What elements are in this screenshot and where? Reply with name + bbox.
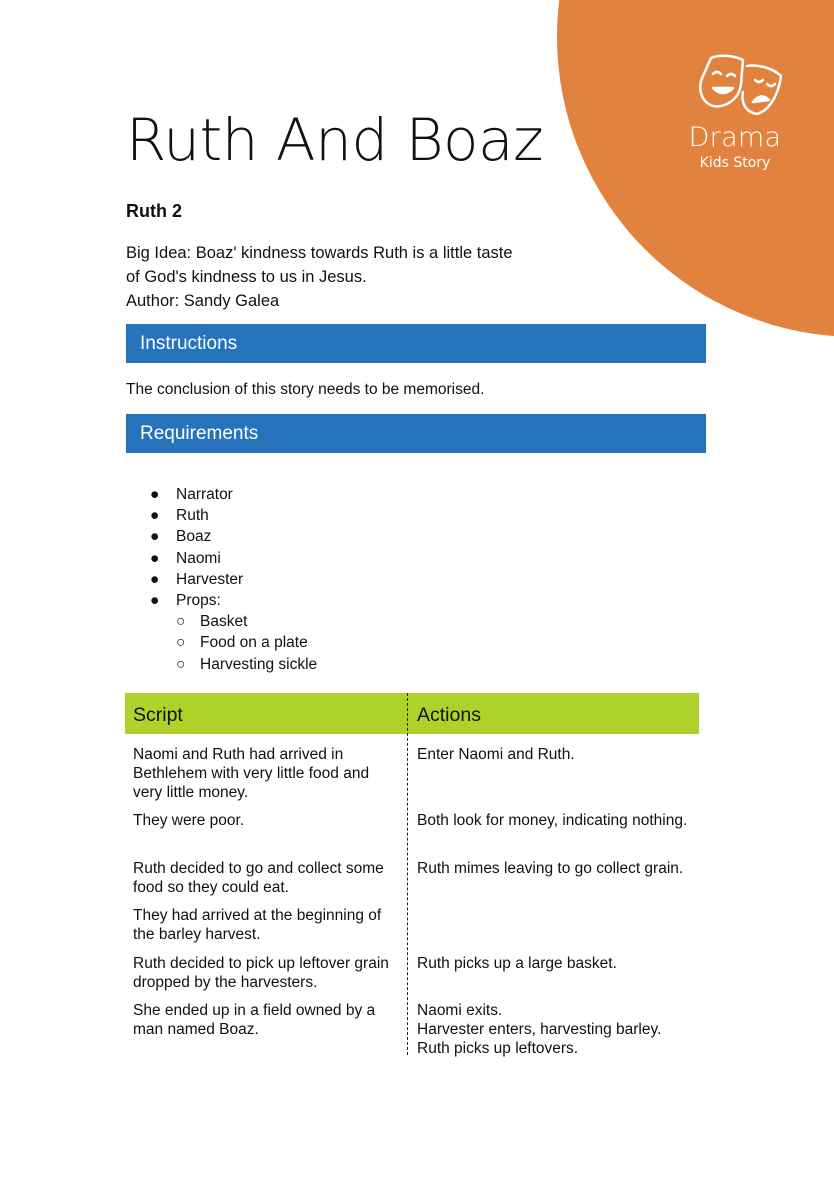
action-line: Ruth picks up leftovers. [417, 1040, 579, 1057]
action-cell [417, 1001, 697, 1058]
header-actions: Actions [417, 704, 481, 726]
badge-subtitle: Kids Story [699, 155, 771, 171]
script-cell: Naomi and Ruth had arrived in Bethlehem with very little food and very little money. [133, 746, 370, 801]
action-cell: Both look for money, indicating nothing. [417, 812, 688, 829]
list-item: ○ Basket [176, 611, 317, 632]
bullet-icon: ● [150, 570, 160, 588]
sub-bullet-icon: ○ [176, 634, 186, 652]
list-item: ● Narrator [150, 484, 317, 505]
bullet-icon: ● [150, 591, 160, 609]
drama-masks-icon [683, 52, 787, 118]
list-item-props: ● Props: [150, 590, 317, 611]
instructions-text: The conclusion of this story needs to be memorised. [126, 381, 485, 398]
bullet-icon: ● [150, 507, 160, 525]
script-cell: They had arrived at the beginning of the barley harvest. [133, 907, 382, 943]
action-cell: Enter Naomi and Ruth. [417, 746, 575, 763]
script-cell: She ended up in a field owned by a man named Boaz. [133, 1002, 376, 1038]
header-script: Script [133, 704, 183, 726]
requirements-list [150, 484, 317, 675]
script-cell: Ruth decided to pick up leftover grain dropped by the harvesters. [133, 955, 389, 991]
script-cell: They were poor. [133, 812, 245, 829]
column-divider [407, 693, 408, 1055]
action-line: Harvester enters, harvesting barley. [417, 1021, 662, 1038]
badge-title: Drama [688, 122, 782, 153]
intro-block [126, 241, 513, 313]
list-item: ○ Harvesting sickle [176, 654, 317, 675]
instructions-heading: Instructions [126, 324, 706, 363]
sub-bullet-icon: ○ [176, 613, 186, 631]
scripture-reference: Ruth 2 [126, 201, 182, 221]
requirements-heading: Requirements [126, 414, 706, 453]
list-item: ○ Food on a plate [176, 632, 317, 653]
props-container [150, 611, 317, 675]
action-cell: Ruth mimes leaving to go collect grain. [417, 860, 684, 877]
author-line: Author: Sandy Galea [126, 292, 280, 310]
big-idea-line-1: Big Idea: Boaz' kindness towards Ruth is a little taste [126, 244, 513, 262]
bullet-icon: ● [150, 528, 160, 546]
script-cell: Ruth decided to go and collect some food so they could eat. [133, 860, 384, 896]
page-title: Ruth And Boaz [126, 106, 544, 174]
list-item: ● Naomi [150, 548, 317, 569]
action-line: Naomi exits. [417, 1002, 503, 1019]
action-cell: Ruth picks up a large basket. [417, 955, 617, 972]
script-table [125, 693, 699, 1057]
bullet-icon: ● [150, 549, 160, 567]
drama-badge [660, 52, 810, 171]
sub-bullet-icon: ○ [176, 655, 186, 673]
big-idea-line-2: of God's kindness to us in Jesus. [126, 268, 367, 286]
list-item: ● Boaz [150, 526, 317, 547]
table-header [125, 693, 699, 734]
list-item: ● Ruth [150, 505, 317, 526]
list-item: ● Harvester [150, 569, 317, 590]
bullet-icon: ● [150, 486, 160, 503]
props-list [176, 611, 317, 675]
